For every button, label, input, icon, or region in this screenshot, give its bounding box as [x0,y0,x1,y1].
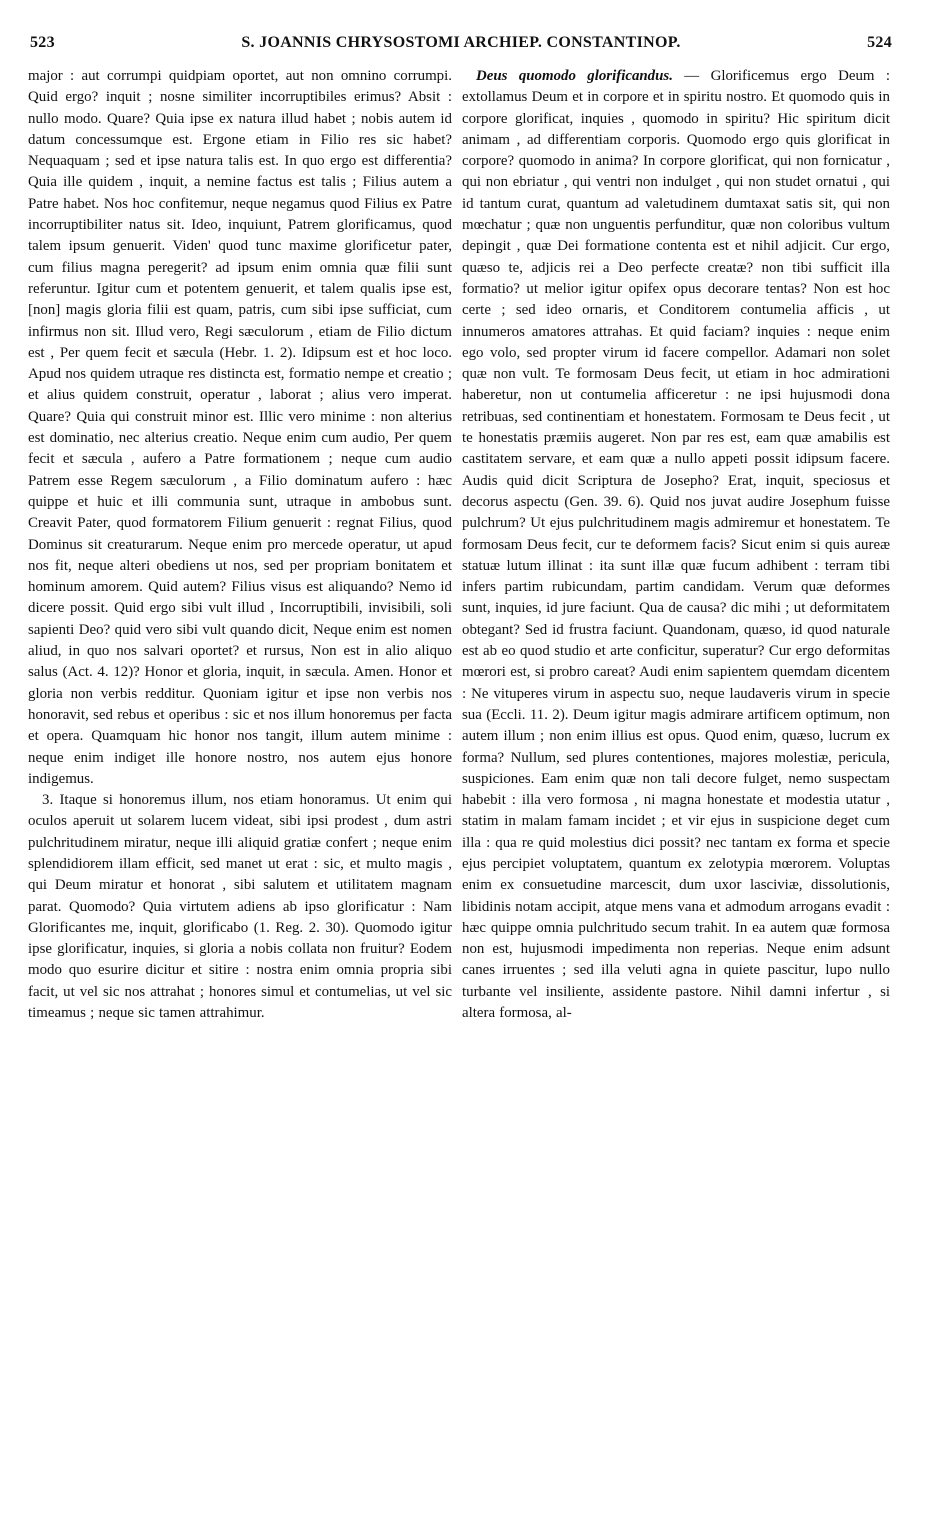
left-paragraph-2: 3. Itaque si honoremus illum, nos etiam honoramus. Ut enim qui oculos aperuit ut solarem lucem videat, sibi ipsi prodest , dum astri pulchritudinem miratur, neque illi aliquid gratiæ confert ; neque enim splendidiorem illam efficit, sed manet ut erat : sic, et multo magis , qui Deum miratur et honorat , sibi salutem et utilitatem magnam parat. Quomodo? Quia virtutem adiens ab ipso glorificatur : Nam Glorificantes me, inquit, glorificabo (1. Reg. 2. 30). Quomodo igitur ipse glorificatur, inquies, si gloria a nobis collata non fruitur? Eodem modo quo esurire dicitur et sitire : nostra enim omnia propria sibi facit, ut vel sic nos attrahat ; honores simul et contumelias, ut vel sic timeamus ; neque sic tamen attrahimur. [28,792,452,1022]
right-paragraph-1 [462,66,890,1024]
section-rubric: Deus quomodo glorificandus. [476,68,673,84]
column-gutter [452,62,453,1457]
right-paragraph-text: — Glorificemus ergo Deum : extollamus Deum et in corpore et in spiritu nostro. Et quomodo quis in corpore glorificat, inquies , quomodo in spiritu? Hic spiritum dicit animam , ad differentiam corporis. Quomodo ergo quis glorificat in corpore? quomodo in anima? In corpore glorificat, qui non fornicatur , qui non ebriatur , qui ventri non indulget , qui non studet ornatui , qui id tantum curat, quantum ad valetudinem dumtaxat satis sit, qui non mœchatur ; quæ non unguentis perfunditur, quæ non coloribus vultum depingit , quæ Dei formatione contenta est et nihil adjicit. Cur ergo, quæso te, adjicis rei a Deo perfecte creatæ? non tibi sufficit illa formatio? ut melior igitur opifex opus decorare tentas? Non est hoc certe ; sed ideo ornaris, et Conditorem contumelia afficis , ut innumeros amatores attrahas. Et quid faciam? inquies : neque enim ego volo, sed propter virum id facere compellor. Adamari non solet quæ non vult. Te formosam Deus fecit, ut etiam in hoc admirationi haberetur, non ut contumelia afficeretur : ne ipsi hujusmodi dona retribuas, sed continentiam et honestatem. Formosam te Deus fecit , ut te honestatis præmiis augeret. Non par res est, eam quæ amabilis est castitatem servare, et eam quæ a nullo appeti possit idipsum facere. Audis quid dicit Scriptura de Josepho? Erat, inquit, speciosus et decorus aspectu (Gen. 39. 6). Quid nos juvat audire Josephum fuisse pulchrum? Ut ejus pulchritudinem magis admiremur et honestatem. Te formosam Deus fecit, cur te deformem facis? Sicut enim si quis aureæ statuæ lutum illinat : ita sunt illæ quæ fucum adhibent : terram tibi infers partim rubicundam, partim candidam. Verum quæ deformes sunt, inquies, id jure faciunt. Qua de causa? dic mihi ; ut deformitatem obtegant? Sed id frustra faciunt. Quandonam, quæso, id quod naturale est ab eo quod studio et arte conficitur, superatur? Cur ergo deformitas mœrori est, si probro careat? Audi enim sapientem quemdam dicentem : Ne vituperes virum in aspectu suo, neque laudaveris virum in specie sua (Eccli. 11. 2). Deum igitur magis admirare artificem optimum, non autem illum ; non enim illius est opus. Quod enim, quæso, lucrum ex forma? Nullum, sed plures contentiones, majores molestiæ, pericula, suspiciones. Eam enim quæ non tali decore fulget, nemo suspectam habebit : illa vero formosa , ni magna honestate et modestia utatur , statim in malam famam incidet ; et vir ejus in suspicione deget cum illa : qua re quid molestius dici possit? nec tantam ex forma et specie ejus percipiet voluptatem, quantum ex zelotypia mœrorem. Voluptas enim ex consuetudine marcescit, dum uxor lasciviæ, dissolutionis, libidinis notam accipit, atque mens vana et admodum arrogans evadit : hæc quippe omnia pulchritudo secum trahit. In ea autem quæ formosa non est, hujusmodi impedimenta non reperias. Neque enim adsunt canes irruentes ; sed illa veluti agna in quiete pascitur, lupo nullo turbante vel insiliente, assidente pastore. Nihil damni infertur , si altera formosa, al- [462,68,890,1022]
right-column [462,66,890,1024]
running-title: S. JOANNIS CHRYSOSTOMI ARCHIEP. CONSTANTINOP. [241,34,681,51]
page-number-left: 523 [30,34,55,51]
left-paragraph-1: major : aut corrumpi quidpiam oportet, aut non omnino corrumpi. Quid ergo? inquit ; nosne similiter incorruptibiles erimus? Absit : nullo modo. Quare? Quia ipse ex natura illud habet ; nobis autem id datum concessumque est. Ergone etiam in Filio res sic habet? Nequaquam ; sed et ipse natura talis est. In quo ergo est differentia? Quia ille quidem , inquit, a nemine factus est talis ; Filius autem a Patre habet. Nos hoc confitemur, neque negamus quod Filius ex Patre incorruptibiliter natus sit. Ideo, inquiunt, Patrem glorificamus, quod talem ipsum genuerit. Viden' quod tunc maxime glorificetur pater, cum filius magna peregerit? ad ipsum enim omnia quæ filii sunt referuntur. Igitur cum et potentem genuerit, et talem qualis ipse est, [non] magis gloria filii est quam, patris, cum sibi ipse sufficiat, cum infirmus non sit. Illud vero, Regi sæculorum , etiam de Filio dictum est , Per quem fecit et sæcula (Hebr. 1. 2). Idipsum est et hoc loco. Apud nos quidem utraque res distincta est, formatio nempe et creatio ; et alius quidem construit, operatur , laborat ; alius vero imperat. Quare? Quia qui construit minor est. Illic vero minime : non alterius est dominatio, nec alterius creatio. Neque enim cum audio, Per quem fecit et sæcula , aufero a Patre formationem ; neque cum audio Patrem esse Regem sæculorum , a Filio dominatum aufero : hæc quippe et huic et illi communia sunt, utraque in ambobus sunt. Creavit Pater, quod formatorem Filium genuerit : regnat Filius, quod Dominus sit creaturarum. Neque enim pro mercede operatur, ut apud nos fit, neque alteri obediens ut nos, sed per propriam bonitatem et hominum amorem. Quid autem? Filius visus est aliquando? Nemo id dicere possit. Quid ergo sibi vult illud , Incorruptibili, invisibili, soli sapienti Deo? quid vero sibi vult quando dicit, Neque enim est nomen aliud, in quo nos salvari oportet? et rursus, Non est in alio aliquo salus (Act. 4. 12)? Honor et gloria, inquit, in sæcula. Amen. Honor et gloria non verbis redditur. Quoniam igitur et ipse non verbis nos honoravit, sed rebus et operibus : sic et nos illum honoremus per facta et opera. Quamquam hic honor nos tangit, illum autem minime : neque enim indiget ille honore nostro, nos autem ejus honore indigemus. [28,68,452,787]
left-column [28,66,452,1024]
page-number-right: 524 [867,34,892,51]
running-header [30,34,892,56]
